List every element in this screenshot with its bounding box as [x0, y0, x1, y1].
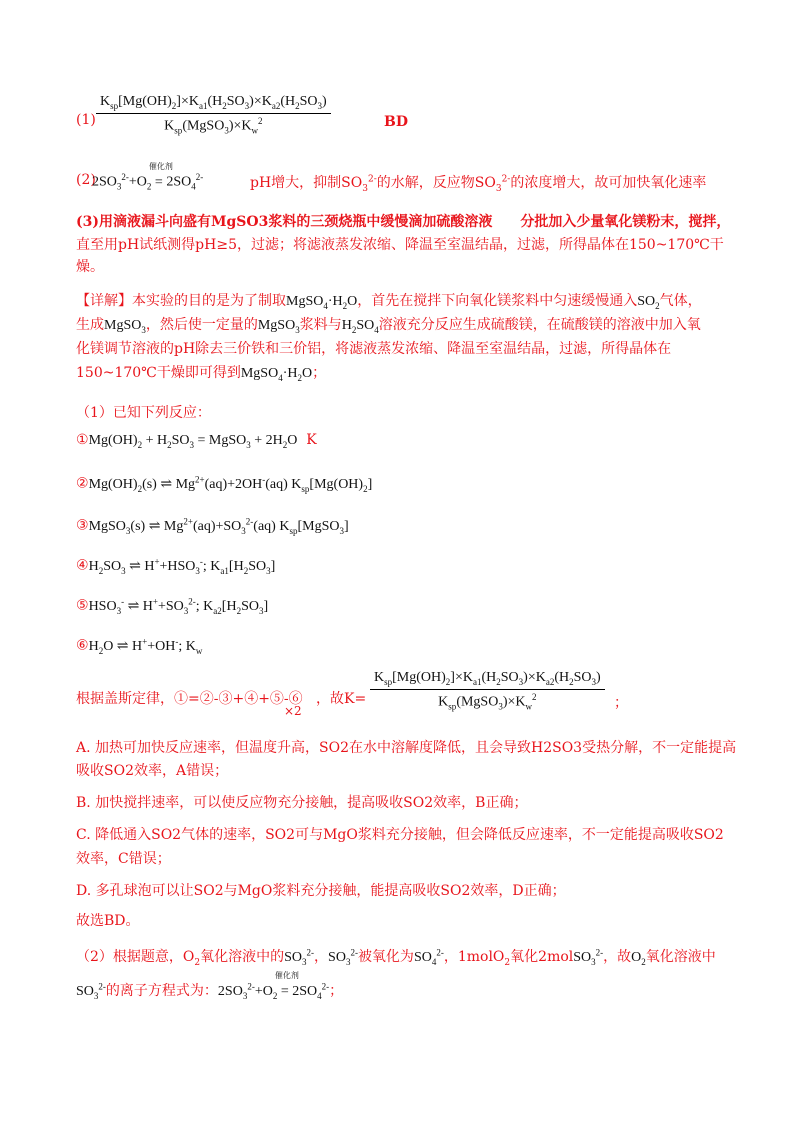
option-b: B. 加快搅拌速率，可以使反应物充分接触，提高吸收SO2效率，B正确； [76, 795, 528, 811]
detail-line1: 【详解】本实验的目的是为了制取$MgSO_4\cdot H_2O$，首先在搅拌下向氧化镁浆料中匀速缓慢通入$SO_2$气体， [76, 293, 702, 311]
choose-statement: 故选BD。 [76, 913, 140, 929]
reaction-3: ③MgSO$_3$(s) ⇌ $Mg^{2+}(aq)+SO_3^{2-}(aq)$ $K_{sp}[MgSO_3]$ [76, 516, 349, 536]
part2-catalyst: 催化剂 [274, 971, 299, 980]
answer-2-label: (2) [76, 172, 96, 188]
answer-3-line3: 燥。 [76, 259, 104, 275]
part2-line1: （2）根据题意，$O_2$氧化溶液中的$SO_3^{2-}$，$SO_3^{2-}$被氧化为$SO_4^{2-}$，1molO$_2$氧化2molSO$_3^{2-}$，故$O_2$氧化溶液中 [76, 947, 716, 968]
option-a-line1: A. 加热可加快反应速率，但温度升高，SO2在水中溶解度降低，且会导致H2SO3受热分解，不一定能提高 [76, 740, 737, 756]
hess-end: ； [614, 695, 628, 711]
answer-1-choice: BD [384, 114, 408, 130]
detail-intro: （1）已知下列反应： [76, 405, 211, 421]
answer-1-label: (1) [76, 112, 96, 128]
hess-prefix: 根据盖斯定律，①=②-③+④+⑤-⑥ [76, 691, 303, 707]
detail-line2: 生成MgSO$_3$，然后使一定量的MgSO$_3$浆料与$H_2SO_4$溶液充分反应生成硫酸镁，在硫酸镁的溶液中加入氧 [76, 317, 701, 335]
reaction-1: $①Mg(OH)_2 + H_2SO_3$ = MgSO$_3$ + $2H_2O$ K [76, 432, 317, 450]
option-c-line1: C. 降低通入SO2气体的速率，SO2可与MgO浆料充分接触，但会降低反应速率，不一定能提高吸收SO2 [76, 827, 724, 843]
hess-x2: ×2 [284, 704, 302, 718]
reaction-4: $④H_2SO_3$ ⇌ $H^++HSO_3^-$; $K_{a1}[H_2SO_3]$ [76, 556, 276, 576]
detail-line3: 化镁调节溶液的pH除去三价铁和三价铝，将滤液蒸发浓缩、降温至室温结晶，过滤，所得晶体在 [76, 341, 672, 357]
part2-line2: $SO_3^{2-}$的离子方程式为：$2SO_3^{2-}+O_2$ = 催化剂 $2SO_4^{2-}$； [76, 971, 344, 1001]
option-a-line2: 吸收SO2效率，A错误； [76, 763, 229, 779]
reaction-5: $⑤HSO_3^-$ ⇌ $H^++SO_3^{2-}$; $K_{a2}[H_2SO_3]$ [76, 596, 269, 616]
answer-3-line2: 直至用pH试纸测得pH≥5，过滤；将滤液蒸发浓缩、降温至室温结晶，过滤，所得晶体在150~170℃干 [76, 237, 724, 253]
reaction-2: $②Mg(OH)_2(s)$ ⇌ $Mg^{2+}(aq)+2OH^-(aq)$ $K_{sp}[Mg(OH)_2]$ [76, 474, 373, 494]
hess-k: ，故K= [316, 691, 367, 707]
reaction-6: $⑥H_2O$ ⇌ H++OH-; $K_w$ [76, 636, 203, 656]
answer-2-catalyst: 催化剂 [148, 161, 173, 171]
answer-2-equation: $2SO_3^{2-}+O_2$ = 催化剂 $2SO_4^{2-}$ [92, 161, 204, 192]
option-c-line2: 效率，C错误； [76, 851, 171, 867]
answer-1-fraction: $\frac{K_{sp}[Mg(OH)_2]\times K_{a1}(H_2SO_3)\times K_{a2}(H_2SO_3)}{K_{sp}(MgSO_3)\times K_w^2}$ [96, 94, 331, 135]
detail-line4: 150~170℃干燥即可得到$MgSO_4\cdot H_2O$； [76, 365, 327, 383]
answer-3-line1: (3)用滴液漏斗向盛有MgSO3浆料的三颈烧瓶中缓慢滴加硫酸溶液 分批加入少量氧化镁粉末，搅拌， [76, 214, 731, 230]
option-d: D. 多孔球泡可以让SO2与MgO浆料充分接触，能提高吸收SO2效率，D正确； [76, 883, 566, 899]
hess-fraction: $\frac{K_{sp}[Mg(OH)_2]\times K_{a1}(H_2SO_3)\times K_{a2}(H_2SO_3)}{K_{sp}(MgSO_3)\times K_w^2}$ [370, 670, 605, 711]
answer-2-explain: pH增大，抑制$SO_3^{2-}$的水解，反应物$SO_3^{2-}$的浓度增大，故可加快氧化速率 [250, 174, 707, 194]
